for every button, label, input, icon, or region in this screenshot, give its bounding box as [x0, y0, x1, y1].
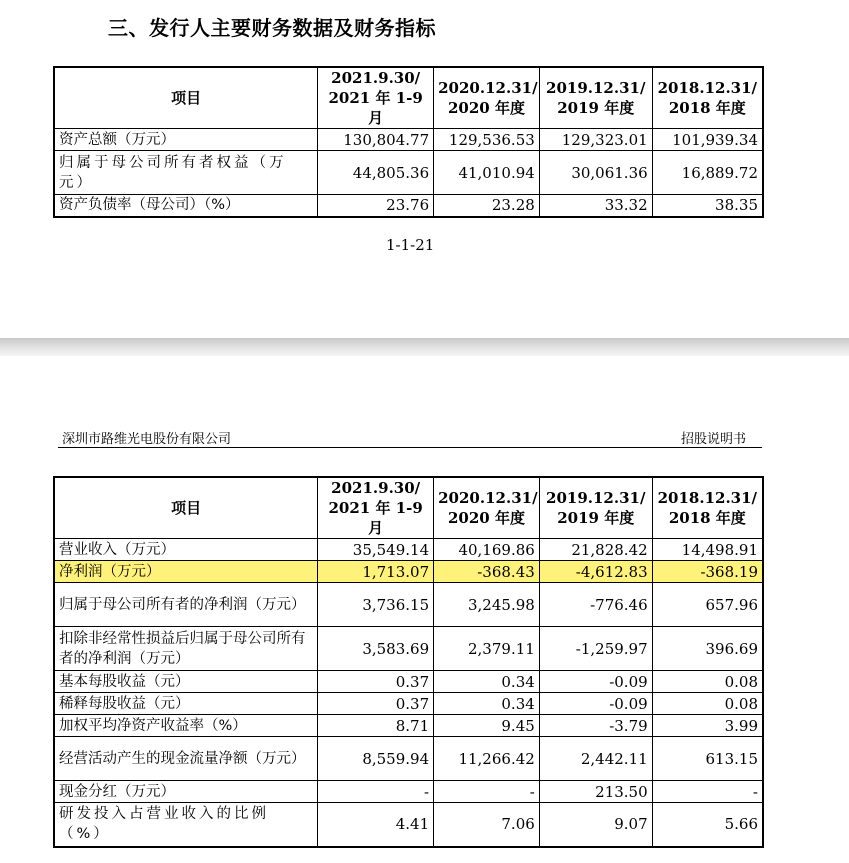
row-label: 净利润（万元） [54, 561, 318, 583]
cell-value: 129,536.53 [434, 129, 540, 151]
table-row [54, 737, 763, 781]
cell-value: 1,713.07 [318, 561, 434, 583]
cell-value: 0.34 [434, 693, 540, 715]
document-page-2 [0, 356, 849, 863]
cell-value: - [318, 781, 434, 803]
row-label: 资产总额（万元） [54, 129, 318, 151]
table-row [54, 627, 763, 671]
cell-value: 613.15 [652, 737, 763, 781]
header-item: 项目 [54, 477, 318, 539]
header-col-2018: 2018.12.31/ 2018 年度 [652, 67, 763, 129]
cell-value: 21,828.42 [539, 539, 652, 561]
cell-value: 0.08 [652, 671, 763, 693]
cell-value: 44,805.36 [318, 151, 434, 195]
cell-value: 0.37 [318, 693, 434, 715]
cell-value: 5.66 [652, 803, 763, 847]
cell-value: -1,259.97 [539, 627, 652, 671]
document-type: 招股说明书 [681, 432, 747, 447]
cell-value: - [434, 781, 540, 803]
company-name: 深圳市路维光电股份有限公司 [62, 432, 232, 447]
header-col-2019: 2019.12.31/ 2019 年度 [539, 477, 652, 539]
cell-value: 101,939.34 [652, 129, 763, 151]
cell-value: 0.08 [652, 693, 763, 715]
document-page-1 [0, 0, 849, 338]
cell-value: -776.46 [539, 583, 652, 627]
cell-value: 130,804.77 [318, 129, 434, 151]
cell-value: 3,245.98 [434, 583, 540, 627]
table-row [54, 195, 763, 217]
cell-value: 38.35 [652, 195, 763, 217]
table-row [54, 583, 763, 627]
cell-value: 33.32 [539, 195, 652, 217]
cell-value: 129,323.01 [539, 129, 652, 151]
table-row [54, 781, 763, 803]
row-label: 基本每股收益（元） [54, 671, 318, 693]
header-col-2019: 2019.12.31/ 2019 年度 [539, 67, 652, 129]
cell-value: 657.96 [652, 583, 763, 627]
cell-value: 396.69 [652, 627, 763, 671]
row-label: 营业收入（万元） [54, 539, 318, 561]
section-title: 三、发行人主要财务数据及财务指标 [108, 16, 436, 40]
header-item: 项目 [54, 67, 318, 129]
table-row [54, 129, 763, 151]
cell-value: 4.41 [318, 803, 434, 847]
cell-value: -3.79 [539, 715, 652, 737]
table-header-row [54, 67, 763, 129]
table-row [54, 151, 763, 195]
cell-value: 8.71 [318, 715, 434, 737]
cell-value: -368.19 [652, 561, 763, 583]
table-header-row [54, 477, 763, 539]
cell-value: 30,061.36 [539, 151, 652, 195]
row-label: 现金分红（万元） [54, 781, 318, 803]
header-col-2020: 2020.12.31/ 2020 年度 [434, 67, 540, 129]
table-row [54, 715, 763, 737]
table-row [54, 539, 763, 561]
row-label: 稀释每股收益（元） [54, 693, 318, 715]
header-col-2021: 2021.9.30/ 2021 年 1-9 月 [318, 477, 434, 539]
cell-value: -368.43 [434, 561, 540, 583]
header-col-2020: 2020.12.31/ 2020 年度 [434, 477, 540, 539]
row-label: 归属于母公司所有者权益（万元） [54, 151, 318, 195]
cell-value: 0.34 [434, 671, 540, 693]
cell-value: 0.37 [318, 671, 434, 693]
row-label: 经营活动产生的现金流量净额（万元） [54, 737, 318, 781]
header-rule [58, 447, 762, 448]
cell-value: 7.06 [434, 803, 540, 847]
financial-table-2 [53, 476, 764, 848]
row-label: 资产负债率（母公司）（%） [54, 195, 318, 217]
cell-value: 2,442.11 [539, 737, 652, 781]
row-label: 归属于母公司所有者的净利润（万元） [54, 583, 318, 627]
page-separator [0, 338, 849, 356]
cell-value: 23.28 [434, 195, 540, 217]
header-col-2021: 2021.9.30/ 2021 年 1-9 月 [318, 67, 434, 129]
table-row [54, 803, 763, 847]
cell-value: 14,498.91 [652, 539, 763, 561]
table-row [54, 693, 763, 715]
cell-value: 16,889.72 [652, 151, 763, 195]
cell-value: 8,559.94 [318, 737, 434, 781]
cell-value: 40,169.86 [434, 539, 540, 561]
row-label: 加权平均净资产收益率（%） [54, 715, 318, 737]
cell-value: 3.99 [652, 715, 763, 737]
cell-value: 3,736.15 [318, 583, 434, 627]
cell-value: 3,583.69 [318, 627, 434, 671]
row-label: 扣除非经常性损益后归属于母公司所有者的净利润（万元） [54, 627, 318, 671]
table-row [54, 671, 763, 693]
cell-value: 9.07 [539, 803, 652, 847]
row-label: 研发投入占营业收入的比例（%） [54, 803, 318, 847]
cell-value: 23.76 [318, 195, 434, 217]
table-row-highlighted [54, 561, 763, 583]
cell-value: 2,379.11 [434, 627, 540, 671]
cell-value: -0.09 [539, 693, 652, 715]
financial-table-1 [53, 66, 764, 218]
header-col-2018: 2018.12.31/ 2018 年度 [652, 477, 763, 539]
cell-value: 9.45 [434, 715, 540, 737]
cell-value: 213.50 [539, 781, 652, 803]
page-number: 1-1-21 [386, 236, 435, 254]
cell-value: -0.09 [539, 671, 652, 693]
cell-value: 11,266.42 [434, 737, 540, 781]
cell-value: 35,549.14 [318, 539, 434, 561]
cell-value: 41,010.94 [434, 151, 540, 195]
cell-value: - [652, 781, 763, 803]
cell-value: -4,612.83 [539, 561, 652, 583]
